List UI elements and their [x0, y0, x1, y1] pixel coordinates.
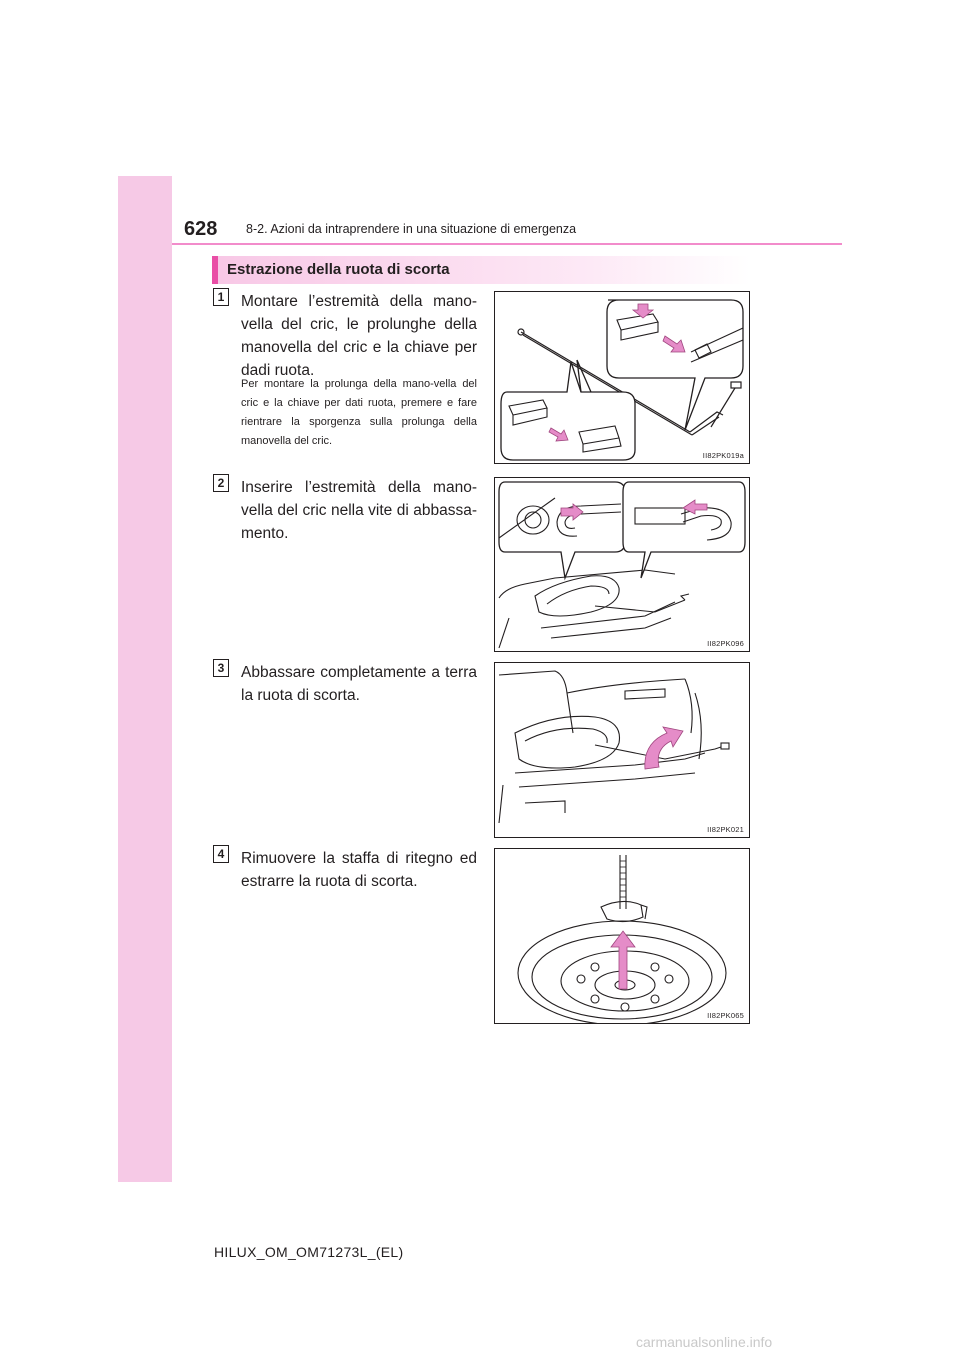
step-1-text: Montare l’estremità della mano-vella del cric, le prolunghe della manovella del cric e la chiave per dadi ruota.	[241, 293, 477, 379]
figure-code: II82PK096	[707, 639, 744, 648]
jack-handle-illustration	[495, 292, 749, 463]
step-2-number: 2	[213, 474, 229, 492]
section-title: 8-2. Azioni da intraprendere in una situazione di emergenza	[246, 222, 577, 236]
step-4-figure	[494, 848, 750, 1024]
step-4-text: Rimuovere la staffa di ritegno ed estrarre la ruota di scorta.	[241, 850, 477, 890]
step-2-figure	[494, 477, 750, 652]
watermark[interactable]: carmanualsonline.info	[636, 1334, 773, 1350]
step-4-number: 4	[213, 845, 229, 863]
figure-code: II82PK019a	[702, 451, 744, 460]
step-1-figure	[494, 291, 750, 464]
step-3-text: Abbassare completamente a terra la ruota di scorta.	[241, 664, 477, 704]
step-1-note: Per montare la prolunga della mano-vella del cric e la chiave per dati ruota, premere e fare rientrare la sporgenza sulla prolunga della manovella del cric.	[241, 378, 477, 447]
header-divider	[172, 243, 842, 245]
heading-text: Estrazione della ruota di scorta	[227, 261, 450, 278]
lowering-screw-illustration	[495, 478, 749, 651]
chapter-side-tab	[118, 176, 172, 1182]
step-1-number: 1	[213, 288, 229, 306]
step-3-figure	[494, 662, 750, 838]
remove-retainer-illustration	[495, 849, 749, 1023]
figure-code: II82PK021	[707, 825, 744, 834]
step-2-text: Inserire l’estremità della mano-vella del cric nella vite di abbassa-mento.	[241, 479, 477, 542]
lower-spare-tire-illustration	[495, 663, 749, 837]
figure-code: II82PK065	[707, 1011, 744, 1020]
document-footer: HILUX_OM_OM71273L_(EL)	[214, 1244, 404, 1260]
step-3-number: 3	[213, 659, 229, 677]
page-number: 628	[184, 218, 218, 240]
procedure-heading	[212, 256, 750, 284]
